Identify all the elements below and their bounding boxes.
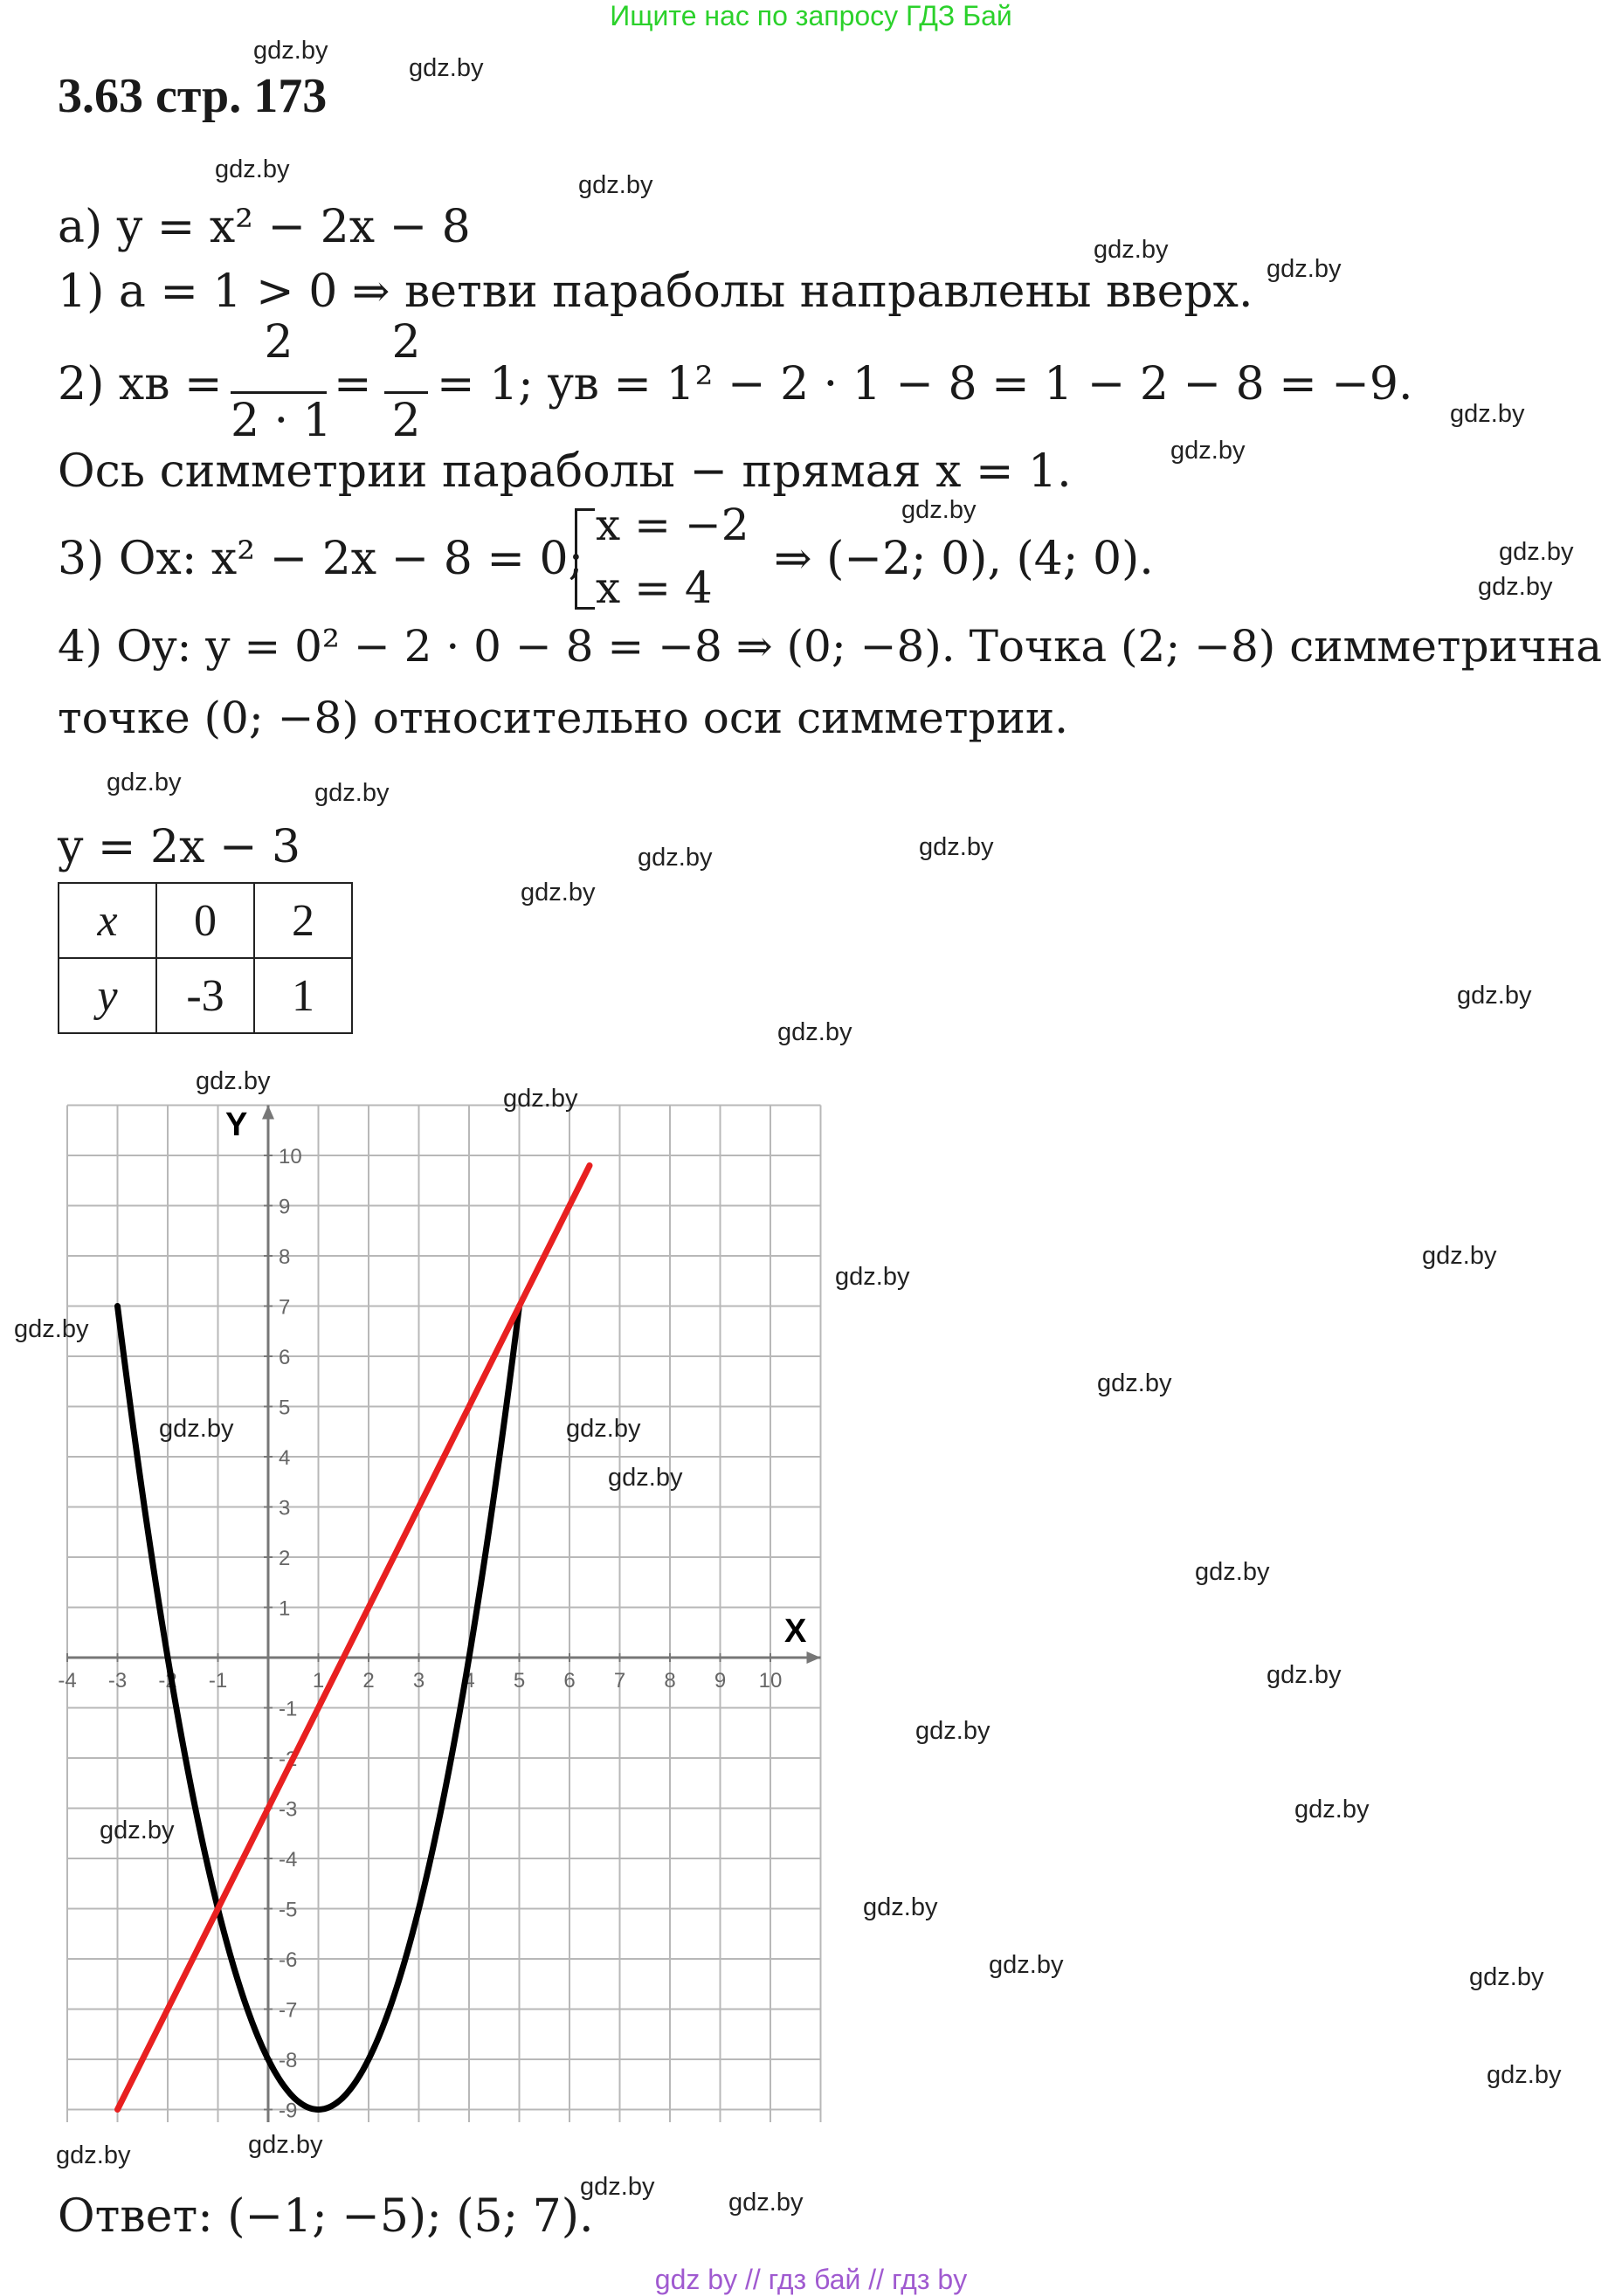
watermark: gdz.by — [1294, 1796, 1370, 1824]
y-tick-label: 6 — [279, 1346, 291, 1369]
watermark: gdz.by — [1478, 573, 1553, 601]
y-tick-label: -9 — [279, 2099, 298, 2122]
watermark: gdz.by — [919, 833, 994, 861]
frac2-bar — [384, 391, 428, 394]
step-4: 4) Oy: y = 0² − 2 · 0 − 8 = −8 ⇒ (0; −8). Точка (2; −8) симметрична — [58, 621, 1603, 672]
root-1: x = −2 — [596, 500, 749, 550]
function-graph — [52, 1092, 839, 2122]
watermark: gdz.by — [578, 171, 653, 199]
x-axis-arrow — [807, 1651, 821, 1664]
table-cell: 0 — [156, 883, 254, 958]
watermark: gdz.by — [566, 1415, 641, 1443]
x-tick-label: 6 — [563, 1669, 576, 1693]
watermark: gdz.by — [521, 879, 596, 907]
table-cell: 1 — [254, 958, 352, 1033]
y-axis-label: Y — [225, 1107, 248, 1143]
x-axis-label: X — [784, 1613, 807, 1650]
symmetry-axis: Ось симметрии параболы − прямая x = 1. — [58, 445, 1072, 498]
watermark: gdz.by — [215, 155, 290, 183]
part-a-equation: а) y = x² − 2x − 8 — [58, 201, 471, 253]
step-2-end: = 1; yв = 1² − 2 · 1 − 8 = 1 − 2 − 8 = −9. — [437, 358, 1413, 410]
watermark: gdz.by — [1097, 1369, 1172, 1397]
table-cell: -3 — [156, 958, 254, 1033]
step-3-start: 3) Ox: x² − 2x − 8 = 0; — [58, 533, 584, 585]
y-tick-label: -4 — [279, 1848, 298, 1872]
watermark: gdz.by — [989, 1951, 1064, 1979]
step-2-start: 2) xв = — [58, 358, 223, 410]
y-tick-label: 4 — [279, 1446, 291, 1470]
watermark: gdz.by — [835, 1263, 910, 1291]
watermark: gdz.by — [1422, 1242, 1497, 1270]
watermark: gdz.by — [1094, 236, 1169, 264]
x-tick-label: 5 — [513, 1669, 526, 1693]
y-tick-label: -7 — [279, 1998, 298, 2023]
x-tick-label: 9 — [714, 1669, 727, 1693]
y-tick-label: 3 — [279, 1496, 291, 1520]
watermark: gdz.by — [1170, 437, 1246, 465]
equals-sign: = — [334, 358, 372, 410]
frac1-bar — [231, 391, 327, 394]
watermark: gdz.by — [1195, 1558, 1270, 1586]
system-bracket — [575, 508, 595, 610]
watermark: gdz.by — [1267, 255, 1342, 283]
watermark: gdz.by — [608, 1464, 683, 1492]
x-tick-label: -3 — [107, 1669, 128, 1693]
watermark: gdz.by — [196, 1067, 271, 1095]
watermark: gdz.by — [253, 37, 328, 65]
watermark: gdz.by — [100, 1817, 175, 1844]
watermark: gdz.by — [728, 2189, 804, 2217]
watermark: gdz.by — [248, 2131, 323, 2159]
x-tick-label: 10 — [758, 1669, 783, 1693]
root-2: x = 4 — [596, 562, 713, 613]
watermark: gdz.by — [1267, 1661, 1342, 1689]
answer: Ответ: (−1; −5); (5; 7). — [58, 2190, 594, 2243]
task-title: 3.63 стр. 173 — [58, 69, 328, 123]
table-header-x: x — [59, 883, 156, 958]
watermark: gdz.by — [580, 2173, 655, 2201]
y-tick-label: 9 — [279, 1195, 291, 1219]
step-4-cont: точке (0; −8) относительно оси симметрии. — [58, 693, 1069, 743]
watermark: gdz.by — [159, 1415, 234, 1443]
table-header-y: y — [59, 958, 156, 1033]
watermark: gdz.by — [638, 844, 713, 872]
y-tick-label: 10 — [279, 1145, 302, 1169]
watermark: gdz.by — [915, 1717, 990, 1745]
frac1-denominator: 2 · 1 — [231, 395, 332, 447]
y-tick-label: 1 — [279, 1596, 291, 1621]
x-tick-label: 2 — [362, 1669, 375, 1693]
values-table — [58, 882, 353, 1034]
frac2-denominator: 2 — [391, 395, 421, 447]
y-tick-label: -3 — [279, 1797, 298, 1822]
step-3-end: ⇒ (−2; 0), (4; 0). — [774, 533, 1154, 585]
x-tick-label: 4 — [463, 1669, 475, 1693]
step-1: 1) a = 1 > 0 ⇒ ветви параболы направлены вверх. — [58, 265, 1253, 318]
axes — [67, 1106, 821, 2123]
frac2-numerator: 2 — [391, 316, 421, 369]
y-tick-label: -1 — [279, 1697, 298, 1721]
watermark: gdz.by — [409, 54, 484, 82]
x-tick-label: 3 — [412, 1669, 425, 1693]
watermark: gdz.by — [863, 1893, 938, 1921]
watermark: gdz.by — [1499, 538, 1574, 566]
top-banner[interactable]: Ищите нас по запросу ГДЗ Бай — [610, 0, 1012, 31]
y-axis-arrow — [262, 1106, 274, 1120]
footer-links[interactable]: gdz by // гдз бай // гдз by — [654, 2264, 968, 2295]
table-cell: 2 — [254, 883, 352, 958]
y-tick-label: -5 — [279, 1898, 298, 1922]
watermark: gdz.by — [503, 1085, 578, 1113]
frac1-numerator: 2 — [264, 316, 293, 369]
x-tick-label: -2 — [158, 1669, 177, 1693]
x-tick-label: 8 — [664, 1669, 676, 1693]
grid — [67, 1106, 821, 2123]
x-tick-label: 1 — [312, 1669, 325, 1693]
watermark: gdz.by — [56, 2141, 131, 2169]
watermark: gdz.by — [314, 779, 390, 807]
watermark: gdz.by — [1450, 400, 1525, 428]
watermark: gdz.by — [1487, 2061, 1562, 2089]
x-tick-label: -4 — [58, 1669, 77, 1693]
y-tick-label: -8 — [279, 2049, 298, 2072]
y-tick-label: 2 — [279, 1547, 291, 1570]
y-tick-label: -6 — [279, 1948, 298, 1972]
watermark: gdz.by — [14, 1315, 89, 1343]
watermark: gdz.by — [1469, 1963, 1544, 1991]
y-tick-label: -2 — [279, 1748, 298, 1771]
x-tick-label: 7 — [613, 1669, 626, 1693]
watermark: gdz.by — [901, 496, 977, 524]
watermark: gdz.by — [1457, 982, 1532, 1010]
line-equation: y = 2x − 3 — [58, 821, 301, 873]
y-tick-label: 5 — [279, 1396, 291, 1420]
watermark: gdz.by — [107, 769, 182, 796]
watermark: gdz.by — [777, 1018, 852, 1046]
y-tick-label: 8 — [279, 1245, 291, 1269]
y-tick-label: 7 — [279, 1295, 291, 1320]
x-tick-label: -1 — [208, 1669, 228, 1693]
